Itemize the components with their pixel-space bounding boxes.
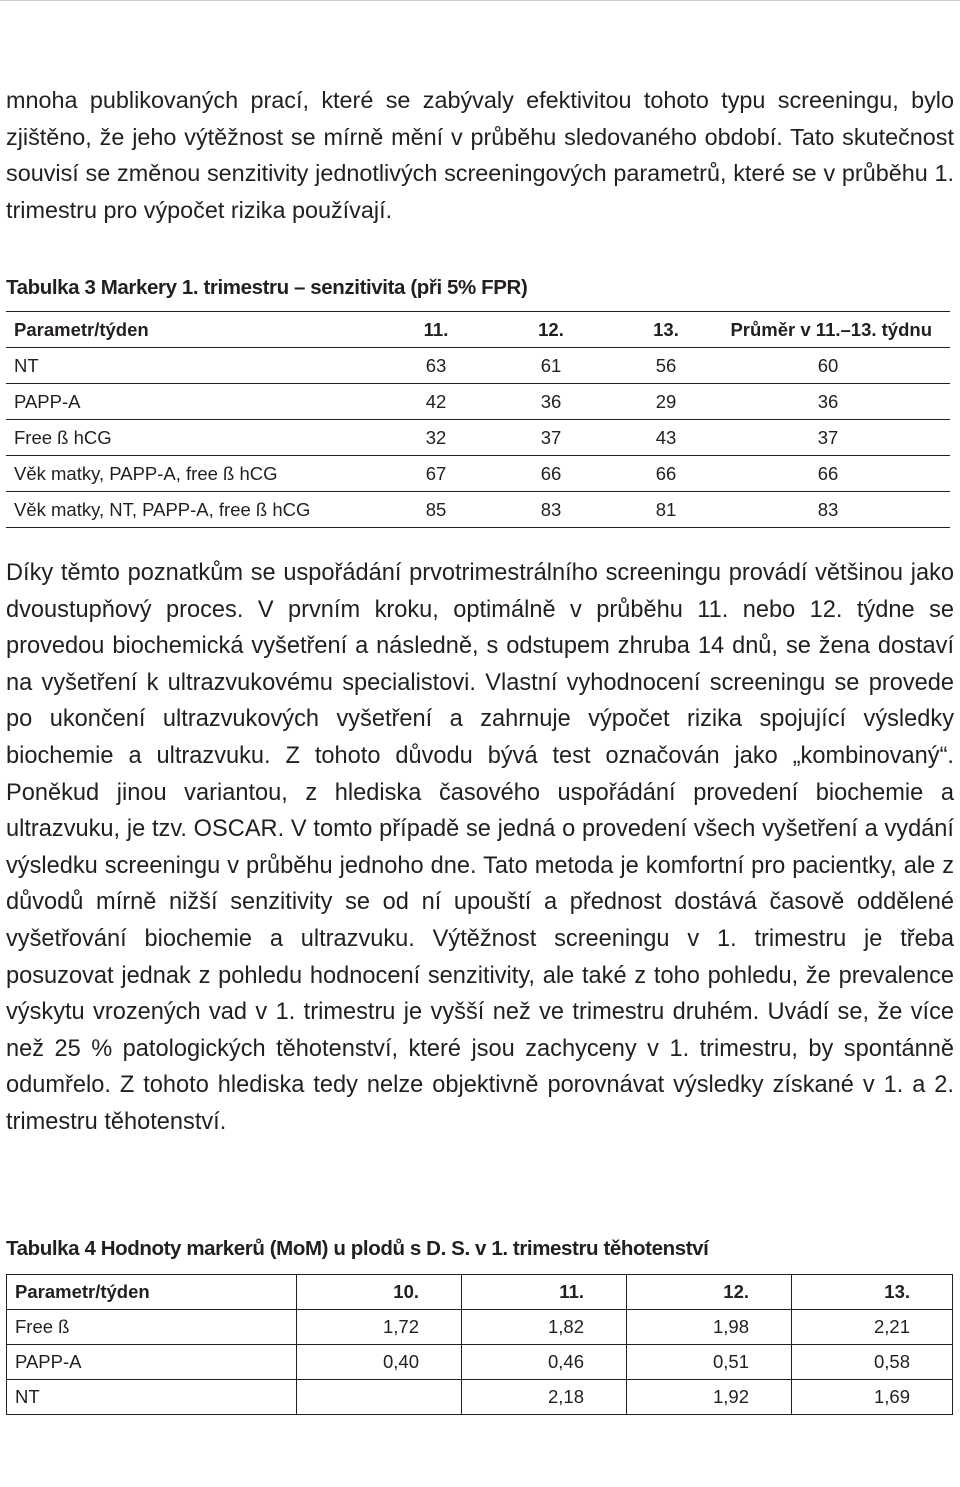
cell: 2,21: [792, 1310, 953, 1345]
cell: 63: [396, 348, 476, 384]
table4-header-week10: 10.: [297, 1275, 462, 1310]
table3-header-param: Parametr/týden: [6, 312, 396, 348]
table4-caption: Tabulka 4 Hodnoty markerů (MoM) u plodů s D. S. v 1. trimestru těhotenství: [6, 1237, 709, 1260]
cell: 37: [706, 420, 950, 456]
row-label: PAPP-A: [6, 384, 396, 420]
cell: 66: [626, 456, 706, 492]
table4-header-row: [7, 1275, 953, 1310]
cell: 29: [626, 384, 706, 420]
table3-sensitivity: [6, 311, 950, 528]
table-row: [6, 384, 950, 420]
table3-header-week11: 11.: [396, 312, 476, 348]
cell: 66: [706, 456, 950, 492]
cell: 67: [396, 456, 476, 492]
cell: 36: [476, 384, 626, 420]
table-row: [6, 492, 950, 528]
table-row: [6, 420, 950, 456]
table4-header-param: Parametr/týden: [7, 1275, 297, 1310]
cell: 42: [396, 384, 476, 420]
row-label: PAPP-A: [7, 1345, 297, 1380]
row-label: NT: [6, 348, 396, 384]
cell: 0,58: [792, 1345, 953, 1380]
cell: 61: [476, 348, 626, 384]
cell: 1,69: [792, 1380, 953, 1415]
table-row: [6, 348, 950, 384]
table3-header-week12: 12.: [476, 312, 626, 348]
cell: 1,92: [627, 1380, 792, 1415]
table-row: [6, 456, 950, 492]
page-top-rule: [0, 0, 960, 13]
cell: 56: [626, 348, 706, 384]
cell: 83: [476, 492, 626, 528]
cell: 43: [626, 420, 706, 456]
row-label: Věk matky, NT, PAPP-A, free ß hCG: [6, 492, 396, 528]
cell: 66: [476, 456, 626, 492]
table4-header-week11: 11.: [462, 1275, 627, 1310]
body-paragraph: Díky těmto poznatkům se uspořádání prvotrimestrálního screeningu provádí většinou jako dvoustupňový proces. V prvním kroku, optimálně v průběhu 11. nebo 12. týdne se provedou biochemická vyšetření a následně, s odstupem zhruba 14 dnů, se žena dostaví na vyšetření k ultrazvukovému specialistovi. Vlastní vyhodnocení screeningu se provede po ukončení ultrazvukových vyšetření a zahrnuje výpočet rizika spojující výsledky biochemie a ultrazvuku. Z tohoto důvodu bývá test označován jako „kombinovaný“. Poněkud jinou variantou, z hlediska časového uspořádání provedení biochemie a ultrazvuku, je tzv. OSCAR. V tomto případě se jedná o provedení všech vyšetření a vydání výsledku screeningu v průběhu jednoho dne. Tato metoda je komfortní pro pacientky, ale z důvodů mírně nižší senzitivity se od ní upouští a přednost dostává časově oddělené vyšetřování biochemie a ultrazvuku. Výtěžnost screeningu v 1. trimestru je třeba posuzovat jednak z pohledu hodnocení senzitivity, ale také z toho pohledu, že prevalence výskytu vrozených vad v 1. trimestru je vyšší než ve trimestru druhém. Uvádí se, že více než 25 % patologických těhotenství, které jsou zachyceny v 1. trimestru, by spontánně odumřelo. Z tohoto hlediska tedy nelze objektivně porovnávat výsledky získané v 1. a 2. trimestru těhotenství.: [6, 560, 954, 1135]
table-row: [7, 1345, 953, 1380]
cell: 60: [706, 348, 950, 384]
table4-header-week12: 12.: [627, 1275, 792, 1310]
cell: [297, 1380, 462, 1415]
table3-header-row: [6, 312, 950, 348]
table3-header-week13: 13.: [626, 312, 706, 348]
cell: 32: [396, 420, 476, 456]
cell: 0,40: [297, 1345, 462, 1380]
table4-marker-values: [6, 1274, 953, 1415]
cell: 85: [396, 492, 476, 528]
table3-caption: Tabulka 3 Markery 1. trimestru – senzitivita (při 5% FPR): [6, 276, 528, 299]
cell: 1,98: [627, 1310, 792, 1345]
table-row: [7, 1380, 953, 1415]
cell: 1,72: [297, 1310, 462, 1345]
cell: 83: [706, 492, 950, 528]
table-row: [7, 1310, 953, 1345]
row-label: Free ß: [7, 1310, 297, 1345]
table3-header-average: Průměr v 11.–13. týdnu: [706, 312, 950, 348]
cell: 0,46: [462, 1345, 627, 1380]
cell: 37: [476, 420, 626, 456]
row-label: Free ß hCG: [6, 420, 396, 456]
row-label: Věk matky, PAPP-A, free ß hCG: [6, 456, 396, 492]
cell: 1,82: [462, 1310, 627, 1345]
cell: 36: [706, 384, 950, 420]
table4-header-week13: 13.: [792, 1275, 953, 1310]
intro-paragraph: mnoha publikovaných prací, které se zabývaly efektivitou tohoto typu screeningu, bylo zjištěno, že jeho výtěžnost se mírně mění v průběhu sledovaného období. Tato skutečnost souvisí se změnou senzitivity jednotlivých screeningových parametrů, které se v průběhu 1. trimestru pro výpočet rizika používají.: [6, 87, 954, 223]
cell: 0,51: [627, 1345, 792, 1380]
cell: 81: [626, 492, 706, 528]
cell: 2,18: [462, 1380, 627, 1415]
row-label: NT: [7, 1380, 297, 1415]
